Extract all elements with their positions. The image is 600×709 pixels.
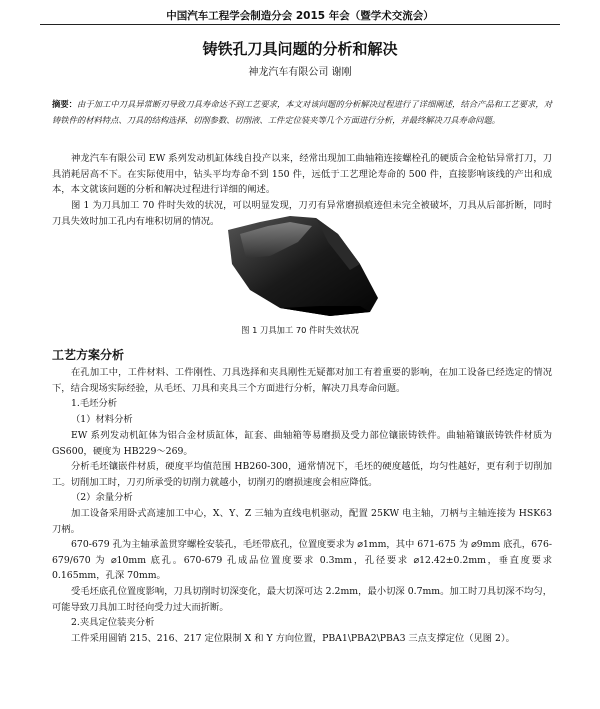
section-paragraph-4: 加工设备采用卧式高速加工中心，X、Y、Z 三轴为直线电机驱动，配置 25KW 电主轴，刀柄与主轴连接为 HSK63 刀柄。 [52, 508, 552, 535]
abstract-label: 摘要： [52, 99, 78, 109]
section-paragraph-6: 受毛坯底孔位置度影响，刀具切削时切深变化，最大切深可达 2.2mm，最小切深 0.7mm。加工时刀具切深不均匀，可能导致刀具加工时径向受力过大而折断。 [52, 586, 552, 613]
subheading-blank-analysis: 1.毛坯分析 [71, 398, 118, 409]
abstract-text: 由于加工中刀具异常断刃导致刀具寿命达不到工艺要求，本文对该问题的分析解决过程进行了详细阐述，结合产品和工艺要求，对铸铁件的材料特点、刀具的结构选择、切削参数、切削液、工件定位装夹等几个方面进行分析，并最终解决刀具寿命问题。 [52, 99, 552, 125]
section-paragraph-7: 工件采用圆销 215、216、217 定位限制 X 和 Y 方向位置，PBA1\PBA2\PBA3 三点支撑定位（见图 2）。 [71, 633, 515, 644]
section-paragraph-2: EW 系列发动机缸体为铝合金材质缸体，缸套、曲轴箱等易磨损及受力部位镶嵌铸铁件。曲轴箱镶嵌铸铁件材质为 GS600，硬度为 HB229～269。 [52, 430, 552, 457]
header-rule [40, 24, 560, 25]
intro-paragraph-2: 图 1 为刀具加工 70 件时失效的状况，可以明显发现，刀刃有异常磨损痕迹但未完全被破坏，刀具从后部折断，同时刀具失效时加工孔内有堆积切屑的情况。 [52, 200, 552, 227]
failed-tool-photo [220, 212, 385, 324]
paper-title: 铸铁孔刀具问题的分析和解决 [202, 40, 398, 58]
section-paragraph-3: 分析毛坯镶嵌件材质，硬度平均值范围 HB260-300，通常情况下，毛坯的硬度越低，均匀性越好，更有利于切削加工。切削加工时，刀刃所承受的切削力就越小，切削刃的磨损速度会相应降低。 [52, 461, 552, 488]
section-paragraph-1: 在孔加工中，工件材料、工件刚性、刀具选择和夹具刚性无疑都对加工有着重要的影响，在加工设备已经选定的情况下，结合现场实际经验，从毛坯、刀具和夹具三个方面进行分析，解决刀具寿命问题。 [52, 367, 552, 394]
running-header: 中国汽车工程学会制造分会 2015 年会（暨学术交流会） [166, 10, 434, 22]
intro-paragraph-1: 神龙汽车有限公司 EW 系列发动机缸体线自投产以来，经常出现加工曲轴箱连接螺栓孔的硬质合金枪钻异常打刀，刀具消耗居高不下。在实际使用中，钻头平均寿命不到 150 件，远低于工艺理论寿命的 500 件，直接影响该线的产出和成本，本文就该问题的分析和解决过程进行详细的阐述。 [52, 153, 552, 195]
section-heading: 工艺方案分析 [52, 348, 125, 362]
subheading-fixture-analysis: 2.夹具定位装夹分析 [71, 617, 155, 628]
subheading-material-analysis: （1）材料分析 [71, 414, 133, 425]
section-paragraph-5: 670-679 孔为主轴承盖贯穿螺栓安装孔，毛坯带底孔，位置度要求为 ⌀1mm，其中 671-675 为 ⌀9mm 底孔，676-679/670 为 ⌀10mm 底孔。670-679 孔成品位置度要求 0.3mm，孔径要求 ⌀12.42±0.2mm，垂直度要求 0.165mm，孔深 70mm。 [52, 539, 552, 581]
paper-authors: 神龙汽车有限公司 谢刚 [248, 67, 352, 78]
subheading-allowance-analysis: （2）余量分析 [71, 492, 133, 503]
figure-1-caption: 图 1 刀具加工 70 件时失效状况 [241, 325, 359, 335]
abstract [52, 96, 552, 128]
figure-1-image [220, 212, 385, 340]
